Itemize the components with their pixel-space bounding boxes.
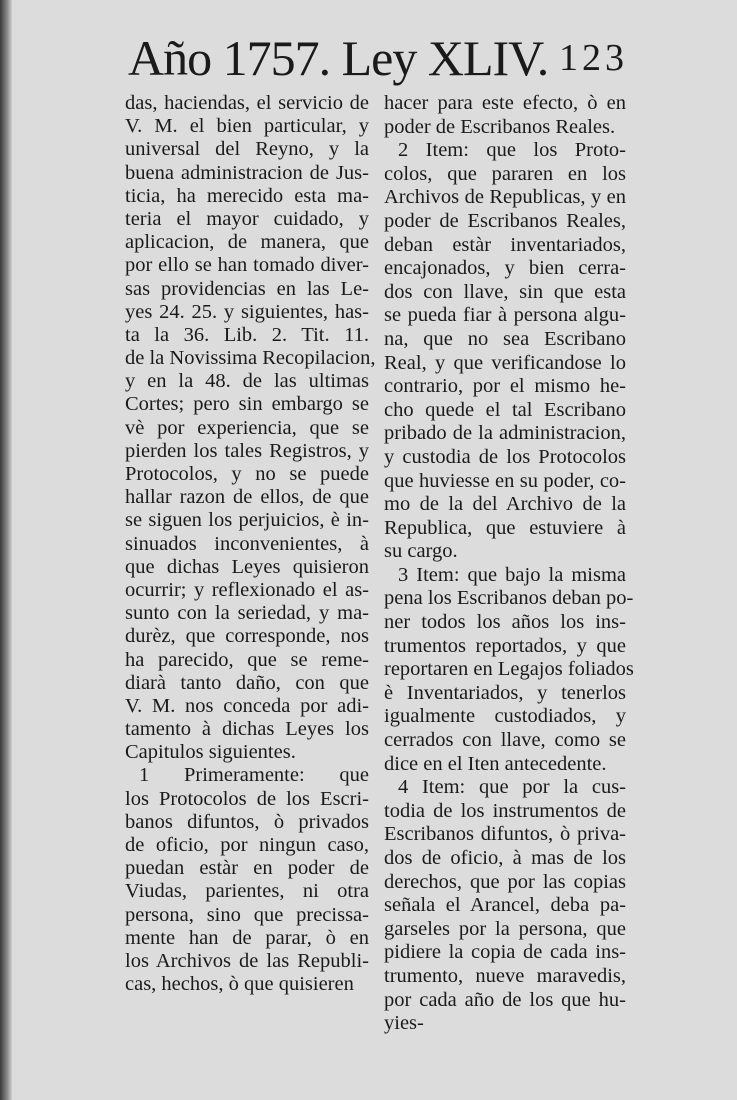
text-line: cerrados con llave, como se xyxy=(384,729,626,752)
text-line: dos con llave, sin que esta xyxy=(384,280,626,303)
text-line: cho quede el tal Escribano xyxy=(384,398,626,421)
text-line: Republica, que estuviere à xyxy=(384,516,626,539)
text-line: vè por experiencia, que se xyxy=(125,416,369,439)
text-line: Escribanos difuntos, ò priva- xyxy=(384,823,626,846)
text-line: pena los Escribanos deban po- xyxy=(384,587,634,610)
text-line: ticia, ha merecido esta ma- xyxy=(125,184,369,207)
header-title: Año 1757. Ley XLIV. xyxy=(128,30,549,86)
text-line: 4 Item: que por la cus- xyxy=(398,776,626,799)
text-line: aplicacion, de manera, que xyxy=(125,231,369,254)
text-line: V. M. nos conceda por adi- xyxy=(125,694,369,717)
text-line: Capitulos siguientes. xyxy=(125,741,296,764)
text-line: y custodia de los Protocolos xyxy=(384,445,626,468)
text-line: Cortes; pero sin embargo se xyxy=(125,393,369,416)
text-line: todia de los instrumentos de xyxy=(384,799,626,822)
text-line: sinuados inconvenientes, à xyxy=(125,532,369,555)
running-header xyxy=(128,28,628,88)
text-line: que huviesse en su poder, co- xyxy=(384,469,626,492)
text-line: su cargo. xyxy=(384,540,458,563)
text-line: V. M. el bien particular, y xyxy=(125,115,369,138)
text-line: de la Novissima Recopilacion, xyxy=(125,347,376,370)
text-line: igualmente custodiados, y xyxy=(384,705,626,728)
text-line: contrario, por el mismo he- xyxy=(384,375,626,398)
text-line: se siguen los perjuicios, è in- xyxy=(125,509,369,532)
text-line: poder de Escribanos Reales, xyxy=(384,209,626,232)
text-line: dice en el Iten antecedente. xyxy=(384,752,607,775)
text-line: diarà tanto daño, con que xyxy=(125,671,369,694)
text-line: hallar razon de ellos, de que xyxy=(125,486,369,509)
text-line: ocurrir; y reflexionado el as- xyxy=(125,578,369,601)
text-line: Real, y que verificandose lo xyxy=(384,351,626,374)
text-line: trumentos reportados, y que xyxy=(384,634,626,657)
text-line: è Inventariados, y tenerlos xyxy=(384,681,626,704)
text-line: yes 24. 25. y siguientes, has- xyxy=(125,300,369,323)
text-line: reportaren en Legajos foliados xyxy=(384,658,634,681)
text-line: sunto con la seriedad, y ma- xyxy=(125,602,369,625)
text-line: se pueda fiar à persona algu- xyxy=(384,304,626,327)
text-line: encajonados, y bien cerra- xyxy=(384,257,626,280)
text-line: mente han de parar, ò en xyxy=(125,926,369,949)
left-column xyxy=(125,92,376,996)
text-line: 3 Item: que bajo la misma xyxy=(398,563,626,586)
text-line: 1 Primeramente: que xyxy=(139,764,369,787)
text-line: yies- xyxy=(384,1012,424,1035)
text-line: y en la 48. de las ultimas xyxy=(125,370,369,393)
text-line: puedan estàr en poder de xyxy=(125,857,369,880)
text-line: Archivos de Republicas, y en xyxy=(384,186,626,209)
text-line: deban estàr inventariados, xyxy=(384,233,626,256)
text-line: derechos, que por las copias xyxy=(384,870,626,893)
text-line: los Archivos de las Republi- xyxy=(125,949,369,972)
text-line: trumento, nueve maravedis, xyxy=(384,964,626,987)
text-line: Viudas, parientes, ni otra xyxy=(125,880,369,903)
text-line: colos, que pararen en los xyxy=(384,162,626,185)
right-column xyxy=(384,92,634,1036)
text-line: ner todos los años los ins- xyxy=(384,611,626,634)
text-line: dos de oficio, à mas de los xyxy=(384,847,626,869)
text-line: cas, hechos, ò que quisieren xyxy=(125,973,354,996)
text-line: por cada año de los que hu- xyxy=(384,988,626,1011)
text-line: señala el Arancel, deba pa- xyxy=(384,894,626,917)
text-line: persona, sino que precissa- xyxy=(125,903,369,926)
text-line: sas providencias en las Le- xyxy=(125,277,369,300)
text-line: na, que no sea Escribano xyxy=(384,327,626,350)
text-line: ha parecido, que se reme- xyxy=(125,648,369,671)
page-binding-edge xyxy=(0,0,12,1100)
text-line: pierden los tales Registros, y xyxy=(125,439,369,462)
text-line: durèz, que corresponde, nos xyxy=(125,625,369,648)
text-line: Protocolos, y no se puede xyxy=(125,463,369,485)
text-line: 2 Item: que los Proto- xyxy=(398,139,626,162)
page-number: 123 xyxy=(559,37,628,79)
text-line: pidiere la copia de cada ins- xyxy=(384,941,626,964)
text-line: poder de Escribanos Reales. xyxy=(384,115,616,138)
text-line: teria el mayor cuidado, y xyxy=(125,207,369,230)
text-line: hacer para este efecto, ò en xyxy=(384,92,626,114)
text-line: mo de la del Archivo de la xyxy=(384,493,626,516)
text-line: pribado de la administracion, xyxy=(384,422,626,445)
text-line: por ello se han tomado diver- xyxy=(125,254,369,277)
text-line: tamento à dichas Leyes los xyxy=(125,718,369,741)
text-line: garseles por la persona, que xyxy=(384,917,626,940)
text-line: das, haciendas, el servicio de xyxy=(125,92,369,114)
text-line: de oficio, por ningun caso, xyxy=(125,834,369,856)
text-line: los Protocolos de los Escri- xyxy=(125,787,369,810)
text-line: que dichas Leyes quisieron xyxy=(125,555,369,578)
text-line: buena administracion de Jus- xyxy=(125,161,369,184)
text-line: universal del Reyno, y la xyxy=(125,138,369,161)
text-line: banos difuntos, ò privados xyxy=(125,810,369,833)
text-line: ta la 36. Lib. 2. Tit. 11. xyxy=(125,323,369,346)
